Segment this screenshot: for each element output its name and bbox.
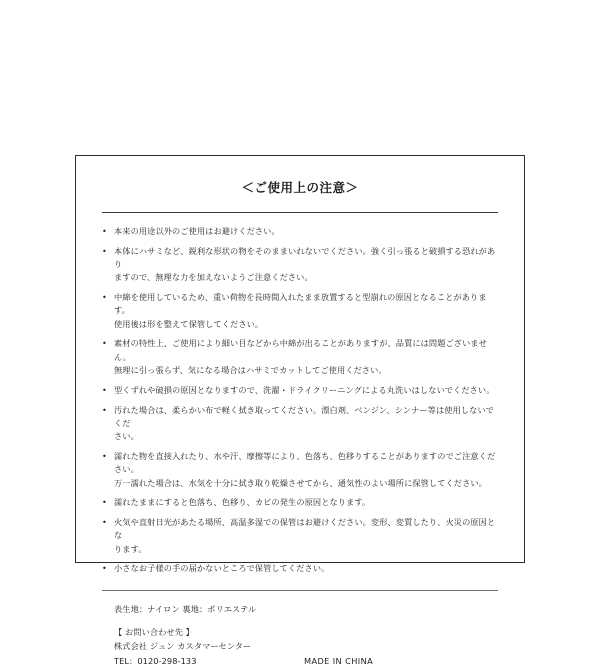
bullet-icon: • [102, 497, 107, 508]
bullet-icon: • [102, 404, 107, 415]
made-in-label: MADE IN CHINA [304, 655, 374, 666]
notes-list [102, 225, 498, 576]
note-line: 火気や直射日光があたる場所、高温多湿での保管はお避けください。変形、変質したり、火災の原因とな [114, 517, 496, 541]
product-footer [102, 602, 498, 668]
bullet-icon: • [102, 292, 107, 303]
bullet-icon: • [102, 563, 107, 574]
bullet-icon: • [102, 245, 107, 256]
list-item [102, 496, 498, 509]
contact-heading: 【 お問い合わせ先 】 [114, 627, 194, 638]
note-line: 濡れた物を直接入れたり、水や汗、摩擦等により、色落ち、色移りすることがありますのでご注意ください。 [114, 450, 496, 475]
card-title: ＜ご使用上の注意＞ [241, 180, 359, 195]
list-item [102, 291, 498, 331]
bullet-icon: • [102, 226, 107, 236]
note-line: 本来の用途以外のご使用はお避けください。 [114, 226, 280, 236]
list-item [102, 516, 498, 556]
bullet-icon: • [102, 384, 107, 395]
footer-divider [102, 590, 498, 591]
note-line: 使用後は形を整えて保管してください。 [114, 318, 264, 329]
telephone-number: TEL：0120-298-133 [114, 655, 197, 666]
note-line: 汚れた場合は、柔らかい布で軽く拭き取ってください。漂白剤、ベンジン、シンナー等は使用しないでくだ [114, 404, 494, 428]
note-line: 本体にハサミなど、鋭利な形状の物をそのままいれないでください。強く引っ張ると破損する恐れがあり [114, 245, 496, 270]
material-composition: 表生地：ナイロン 裏地：ポリエステル [114, 603, 257, 614]
list-item [102, 245, 498, 285]
bullet-icon: • [102, 338, 107, 349]
list-item [102, 337, 498, 377]
contact-row [102, 654, 498, 668]
care-instructions-card [75, 155, 525, 666]
note-line: 濡れたままにすると色落ち、色移り、カビの発生の原因となります。 [114, 497, 371, 508]
bullet-icon: • [102, 450, 107, 461]
list-item [102, 450, 498, 490]
title-divider [102, 212, 498, 213]
list-item [102, 562, 498, 575]
bullet-icon: • [102, 517, 107, 528]
company-name: 株式会社 ジュン カスタマーセンター [114, 641, 252, 652]
note-line: 無理に引っ張らず、気になる場合はハサミでカットしてご使用ください。 [114, 365, 387, 376]
note-line: さい。 [114, 431, 139, 442]
list-item [102, 384, 498, 397]
note-line: 万一濡れた場合は、水気を十分に拭き取り乾燥させてから、通気性のよい場所に保管してください。 [114, 477, 487, 488]
note-line: 小さなお子様の手の届かないところで保管してください。 [114, 563, 330, 574]
note-line: ります。 [114, 543, 147, 554]
note-line: 素材の特性上、ご使用により細い目などから中綿が出ることがありますが、品質には問題ございません。 [114, 338, 487, 362]
list-item [102, 404, 498, 444]
note-line: 型くずれや破損の原因となりますので、洗濯・ドライクリーニングによる丸洗いはしないでください。 [114, 384, 495, 395]
note-line: 中綿を使用しているため、重い荷物を長時間入れたまま放置すると型崩れの原因となることがあります。 [114, 292, 487, 316]
note-line: ますので、無理な力を加えないようご注意ください。 [114, 272, 313, 283]
list-item [102, 225, 498, 238]
